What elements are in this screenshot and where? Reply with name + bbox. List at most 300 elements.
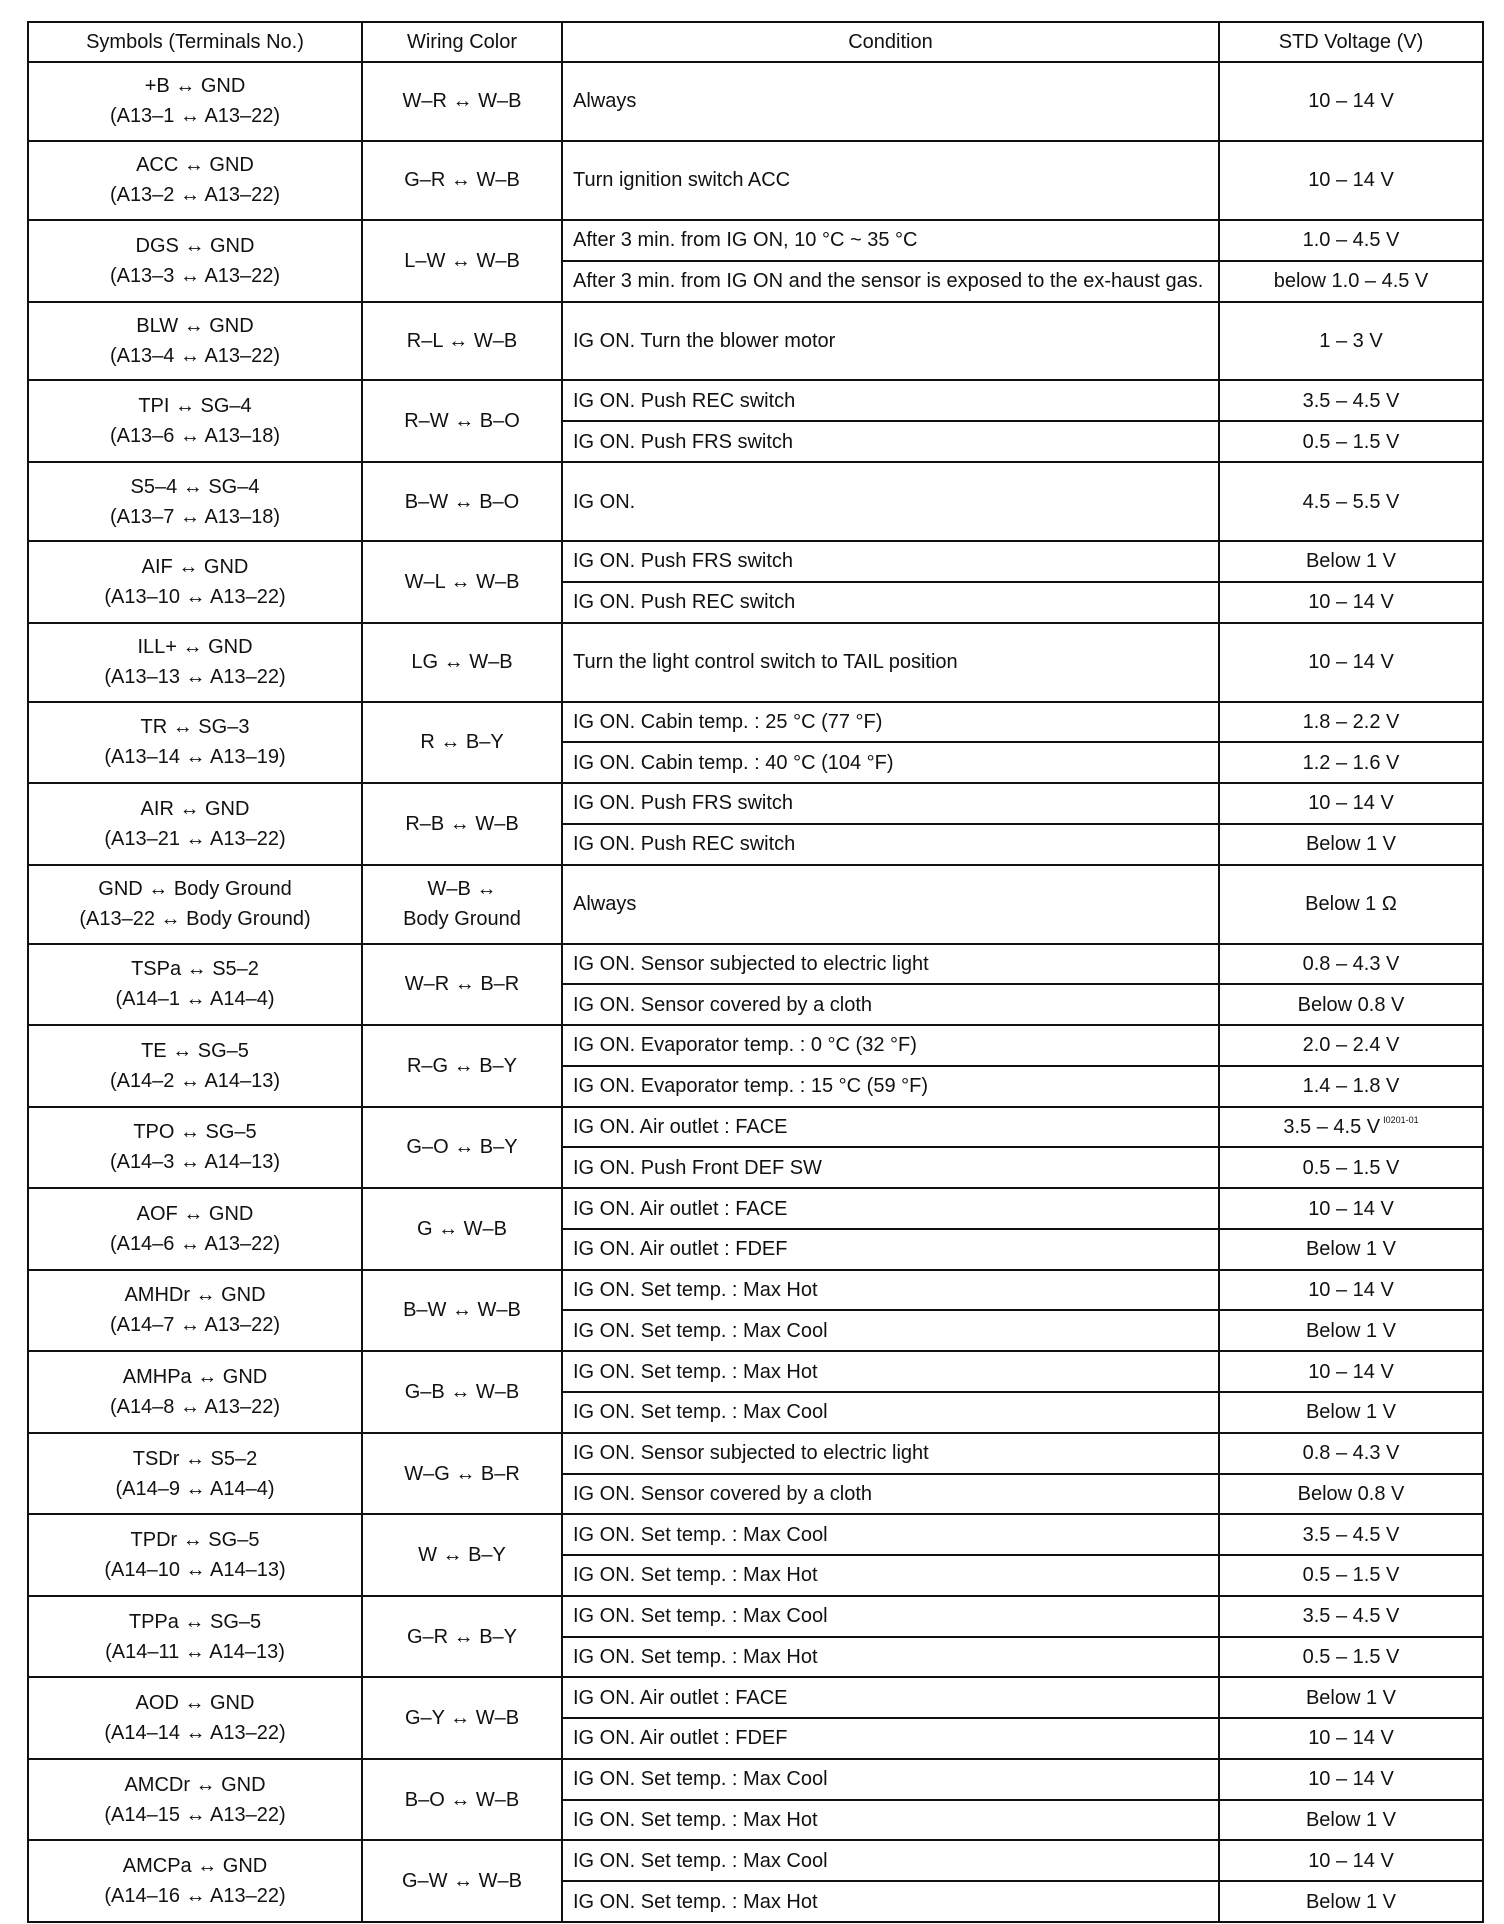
condition-text: Turn ignition switch ACC <box>573 169 791 192</box>
table-body <box>28 62 1483 1922</box>
condition-cell <box>562 1840 1219 1881</box>
symbol-cell <box>28 1025 362 1107</box>
condition-cell <box>562 984 1219 1025</box>
table-row <box>28 302 1483 381</box>
condition-cell <box>562 1147 1219 1188</box>
condition-text: IG ON. Turn the blower motor <box>573 329 836 352</box>
symbol-text: TSDr ↔ S5–2 <box>132 1447 258 1470</box>
condition-text: IG ON. Set temp. : Max Hot <box>573 1809 818 1832</box>
std-voltage-cell <box>1219 1718 1483 1759</box>
table-row <box>28 1596 1483 1637</box>
condition-cell <box>562 783 1219 824</box>
voltage-text: 0.5 – 1.5 V <box>1302 1156 1400 1179</box>
symbol-text: TPI ↔ SG–4 <box>138 395 252 418</box>
symbol-text: AOF ↔ GND <box>136 1202 254 1225</box>
std-voltage-cell <box>1219 1188 1483 1229</box>
terminal-numbers: (A14–3 ↔ A14–13) <box>109 1151 281 1174</box>
voltage-text: 10 – 14 V <box>1308 1197 1394 1220</box>
condition-text: IG ON. Air outlet : FDEF <box>573 1238 788 1261</box>
wiring-color-text: R–L ↔ W–B <box>406 329 518 352</box>
voltage-text: 10 – 14 V <box>1308 1279 1394 1302</box>
table-row <box>28 1107 1483 1148</box>
voltage-text: Below 0.8 V <box>1297 993 1405 1016</box>
condition-cell <box>562 1066 1219 1107</box>
wiring-color-cell <box>362 1677 562 1759</box>
symbol-cell <box>28 302 362 381</box>
terminal-numbers: (A14–7 ↔ A13–22) <box>109 1314 281 1337</box>
wiring-color-text: B–O ↔ W–B <box>404 1788 520 1811</box>
table-row <box>28 462 1483 541</box>
std-voltage-cell <box>1219 421 1483 462</box>
table-row <box>28 220 1483 261</box>
symbol-text: DGS ↔ GND <box>135 234 255 257</box>
wiring-color-text: G–W ↔ W–B <box>401 1870 522 1893</box>
condition-text: IG ON. Set temp. : Max Hot <box>573 1279 818 1302</box>
voltage-text: 0.8 – 4.3 V <box>1302 952 1400 975</box>
condition-text: IG ON. Push FRS switch <box>573 430 794 453</box>
std-voltage-cell <box>1219 302 1483 381</box>
voltage-text: 3.5 – 4.5 V <box>1302 1605 1400 1628</box>
std-voltage-cell <box>1219 1025 1483 1066</box>
symbol-cell <box>28 944 362 1026</box>
voltage-text: 10 – 14 V <box>1308 1727 1394 1750</box>
condition-text: IG ON. <box>573 490 636 513</box>
condition-text: IG ON. Push REC switch <box>573 833 796 856</box>
table-row <box>28 141 1483 220</box>
std-voltage-cell <box>1219 1474 1483 1515</box>
condition-cell <box>562 1555 1219 1596</box>
symbol-text: ILL+ ↔ GND <box>137 636 253 659</box>
std-voltage-cell <box>1219 1637 1483 1678</box>
wiring-color-cell <box>362 1025 562 1107</box>
terminal-voltage-sheet <box>27 21 1482 1923</box>
voltage-text: 0.5 – 1.5 V <box>1302 430 1400 453</box>
condition-text: IG ON. Set temp. : Max Hot <box>573 1360 818 1383</box>
terminal-numbers: (A13–21 ↔ A13–22) <box>104 827 286 850</box>
condition-text: IG ON. Evaporator temp. : 0 °C (32 °F) <box>573 1034 917 1057</box>
symbol-text: ACC ↔ GND <box>136 154 254 177</box>
terminal-numbers: (A14–11 ↔ A14–13) <box>105 1640 285 1663</box>
voltage-text: 4.5 – 5.5 V <box>1302 490 1400 513</box>
wiring-color-text: G–B ↔ W–B <box>404 1380 520 1403</box>
wiring-color-text: R–W ↔ B–O <box>404 410 520 433</box>
condition-cell <box>562 742 1219 783</box>
table-row <box>28 62 1483 141</box>
symbol-cell <box>28 462 362 541</box>
wiring-color-cell <box>362 1759 562 1841</box>
condition-text: IG ON. Sensor subjected to electric light <box>573 952 929 975</box>
std-voltage-cell <box>1219 944 1483 985</box>
table-header-row <box>28 22 1483 62</box>
wiring-color-cell <box>362 541 562 623</box>
wiring-color-cell <box>362 1188 562 1270</box>
table-row <box>28 1677 1483 1718</box>
condition-cell <box>562 141 1219 220</box>
condition-cell <box>562 1351 1219 1392</box>
wiring-color-text: W–G ↔ B–R <box>404 1462 520 1485</box>
wiring-color-text: L–W ↔ W–B <box>404 249 520 272</box>
condition-cell <box>562 1392 1219 1433</box>
terminal-numbers: (A13–6 ↔ A13–18) <box>109 425 281 448</box>
symbol-cell <box>28 220 362 302</box>
std-voltage-cell <box>1219 1881 1483 1922</box>
symbol-cell <box>28 702 362 784</box>
std-voltage-cell <box>1219 62 1483 141</box>
symbol-cell <box>28 1840 362 1922</box>
symbol-text: +B ↔ GND <box>144 75 246 98</box>
voltage-text: 10 – 14 V <box>1308 90 1394 113</box>
symbol-text: TPO ↔ SG–5 <box>133 1121 257 1144</box>
wiring-color-cell <box>362 380 562 462</box>
voltage-text: 3.5 – 4.5 V <box>1302 389 1400 412</box>
voltage-text: Below 1 V <box>1305 1890 1397 1913</box>
table-row <box>28 702 1483 743</box>
voltage-text: 0.5 – 1.5 V <box>1302 1564 1400 1587</box>
condition-cell <box>562 582 1219 623</box>
wiring-color-text: R–G ↔ B–Y <box>406 1054 518 1077</box>
terminal-numbers: (A13–4 ↔ A13–22) <box>109 344 281 367</box>
terminal-numbers: (A13–14 ↔ A13–19) <box>104 746 286 769</box>
condition-text: IG ON. Set temp. : Max Cool <box>573 1319 828 1342</box>
wiring-color-cell <box>362 1514 562 1596</box>
voltage-text: Below 1 V <box>1305 1238 1397 1261</box>
symbol-cell <box>28 1188 362 1270</box>
std-voltage-cell <box>1219 824 1483 865</box>
condition-text: IG ON. Cabin temp. : 25 °C (77 °F) <box>573 710 883 733</box>
condition-cell <box>562 1718 1219 1759</box>
footnote-mark: I0201-01 <box>1383 1115 1419 1125</box>
condition-cell <box>562 220 1219 261</box>
wiring-color-text: G–Y ↔ W–B <box>404 1707 520 1730</box>
symbol-cell <box>28 62 362 141</box>
terminal-numbers: (A13–2 ↔ A13–22) <box>109 184 281 207</box>
condition-cell <box>562 1025 1219 1066</box>
std-voltage-cell <box>1219 1840 1483 1881</box>
std-voltage-cell <box>1219 541 1483 582</box>
condition-text: IG ON. Push Front DEF SW <box>573 1156 822 1179</box>
condition-cell <box>562 1637 1219 1678</box>
terminal-numbers: (A13–13 ↔ A13–22) <box>104 666 286 689</box>
condition-cell <box>562 1596 1219 1637</box>
wiring-color-text: B–W ↔ W–B <box>403 1299 521 1322</box>
condition-text: IG ON. Cabin temp. : 40 °C (104 °F) <box>573 751 894 774</box>
table-row <box>28 1351 1483 1392</box>
symbol-text: BLW ↔ GND <box>136 314 254 337</box>
std-voltage-cell <box>1219 1310 1483 1351</box>
std-voltage-cell <box>1219 220 1483 261</box>
symbol-cell <box>28 1596 362 1678</box>
terminal-voltage-table <box>27 21 1484 1923</box>
terminal-numbers: (A14–8 ↔ A13–22) <box>109 1395 281 1418</box>
condition-text: IG ON. Set temp. : Max Hot <box>573 1564 818 1587</box>
voltage-text: Below 1 Ω <box>1305 893 1397 916</box>
voltage-text: 10 – 14 V <box>1308 1849 1394 1872</box>
terminal-numbers: (A14–10 ↔ A14–13) <box>104 1559 286 1582</box>
wiring-color-text: W–R ↔ B–R <box>404 973 520 996</box>
symbol-text: AMCPa ↔ GND <box>122 1855 268 1878</box>
header-condition: Condition <box>562 22 1219 62</box>
condition-text: After 3 min. from IG ON and the sensor is exposed to the ex-haust gas. <box>573 270 1204 293</box>
std-voltage-cell <box>1219 1392 1483 1433</box>
condition-text: IG ON. Air outlet : FACE <box>573 1116 788 1138</box>
std-voltage-cell <box>1219 742 1483 783</box>
wiring-color-text: W–B ↔ <box>427 878 497 901</box>
voltage-text: 10 – 14 V <box>1308 792 1394 815</box>
wiring-color-text: G–O ↔ B–Y <box>406 1136 518 1159</box>
wiring-color-text: B–W ↔ B–O <box>404 490 520 513</box>
voltage-text: 1.8 – 2.2 V <box>1302 710 1400 733</box>
symbol-cell <box>28 1351 362 1433</box>
voltage-text: 1.4 – 1.8 V <box>1302 1075 1400 1098</box>
condition-text: IG ON. Evaporator temp. : 15 °C (59 °F) <box>573 1075 928 1098</box>
terminal-numbers: (A14–16 ↔ A13–22) <box>104 1885 286 1908</box>
condition-cell <box>562 1759 1219 1800</box>
table-row <box>28 944 1483 985</box>
std-voltage-cell <box>1219 380 1483 421</box>
condition-text: Turn the light control switch to TAIL position <box>573 651 958 674</box>
std-voltage-cell <box>1219 1514 1483 1555</box>
table-row <box>28 865 1483 944</box>
std-voltage-cell <box>1219 1351 1483 1392</box>
condition-cell <box>562 1677 1219 1718</box>
condition-cell <box>562 261 1219 302</box>
terminal-numbers: (A14–15 ↔ A13–22) <box>104 1803 286 1826</box>
condition-text: IG ON. Set temp. : Max Cool <box>573 1605 828 1628</box>
std-voltage-cell <box>1219 462 1483 541</box>
std-voltage-cell <box>1219 984 1483 1025</box>
condition-text: IG ON. Set temp. : Max Cool <box>573 1849 828 1872</box>
terminal-numbers: (A14–14 ↔ A13–22) <box>104 1722 286 1745</box>
voltage-text: 10 – 14 V <box>1308 1768 1394 1791</box>
wiring-color-cell <box>362 462 562 541</box>
symbol-cell <box>28 865 362 944</box>
std-voltage-cell <box>1219 1066 1483 1107</box>
std-voltage-cell <box>1219 1677 1483 1718</box>
table-row <box>28 783 1483 824</box>
condition-text: IG ON. Set temp. : Max Hot <box>573 1890 818 1913</box>
condition-cell <box>562 1310 1219 1351</box>
condition-cell <box>562 824 1219 865</box>
condition-text: IG ON. Set temp. : Max Cool <box>573 1768 828 1791</box>
voltage-text: Below 1 V <box>1305 1809 1397 1832</box>
condition-text: IG ON. Push REC switch <box>573 389 796 412</box>
wiring-color-text: W–L ↔ W–B <box>404 570 520 593</box>
symbol-cell <box>28 783 362 865</box>
symbol-text: GND ↔ Body Ground <box>98 878 292 901</box>
wiring-color-text: G–R ↔ B–Y <box>406 1625 518 1648</box>
std-voltage-cell <box>1219 1800 1483 1841</box>
terminal-numbers: (A13–10 ↔ A13–22) <box>104 585 286 608</box>
wiring-color-cell <box>362 1270 562 1352</box>
condition-cell <box>562 302 1219 381</box>
symbol-text: TSPa ↔ S5–2 <box>131 958 259 981</box>
terminal-numbers: (A14–9 ↔ A14–4) <box>115 1477 275 1500</box>
symbol-text: AMHDr ↔ GND <box>124 1284 266 1307</box>
symbol-text: TPDr ↔ SG–5 <box>130 1529 260 1552</box>
condition-cell <box>562 1229 1219 1270</box>
voltage-text: 10 – 14 V <box>1308 591 1394 614</box>
wiring-color-cell <box>362 1433 562 1515</box>
wiring-color-text: R ↔ B–Y <box>420 731 504 754</box>
header-wiring-color: Wiring Color <box>362 22 562 62</box>
wiring-color-text: W ↔ B–Y <box>418 1544 506 1567</box>
condition-text: IG ON. Push FRS switch <box>573 792 794 815</box>
condition-cell <box>562 1270 1219 1311</box>
wiring-color-cell <box>362 783 562 865</box>
symbol-text: AIF ↔ GND <box>141 555 249 578</box>
voltage-text: Below 1 V <box>1305 1401 1397 1424</box>
table-row <box>28 1025 1483 1066</box>
terminal-numbers: (A14–1 ↔ A14–4) <box>115 988 275 1011</box>
wiring-color-cell <box>362 865 562 944</box>
table-row <box>28 1759 1483 1800</box>
terminal-numbers: (A13–22 ↔ Body Ground) <box>79 908 311 931</box>
voltage-text: Below 1 V <box>1305 833 1397 856</box>
header-std-voltage: STD Voltage (V) <box>1219 22 1483 62</box>
wiring-color-cell <box>362 62 562 141</box>
table-row <box>28 541 1483 582</box>
symbol-text: AOD ↔ GND <box>135 1692 255 1715</box>
symbol-text: AIR ↔ GND <box>140 797 250 820</box>
table-row <box>28 1270 1483 1311</box>
voltage-text: Below 1 V <box>1305 550 1397 573</box>
condition-cell <box>562 1474 1219 1515</box>
std-voltage-cell <box>1219 1270 1483 1311</box>
wiring-color-text: LG ↔ W–B <box>411 651 513 674</box>
voltage-text: 3.5 – 4.5 V <box>1283 1116 1381 1138</box>
condition-text: Always <box>573 90 637 113</box>
condition-cell <box>562 380 1219 421</box>
wiring-color-cell <box>362 702 562 784</box>
voltage-text: 10 – 14 V <box>1308 169 1394 192</box>
voltage-text: Below 0.8 V <box>1297 1482 1405 1505</box>
condition-text: IG ON. Sensor subjected to electric light <box>573 1442 929 1465</box>
condition-cell <box>562 1433 1219 1474</box>
condition-cell <box>562 1800 1219 1841</box>
std-voltage-cell <box>1219 1229 1483 1270</box>
wiring-color-text: G–R ↔ W–B <box>404 169 520 192</box>
wiring-color-text: G ↔ W–B <box>416 1217 507 1240</box>
std-voltage-cell <box>1219 261 1483 302</box>
symbol-text: S5–4 ↔ SG–4 <box>130 475 260 498</box>
condition-text: Always <box>573 893 637 916</box>
symbol-text: TPPa ↔ SG–5 <box>128 1610 262 1633</box>
voltage-text: 10 – 14 V <box>1308 651 1394 674</box>
condition-cell <box>562 421 1219 462</box>
terminal-numbers: (A14–6 ↔ A13–22) <box>109 1232 281 1255</box>
condition-text: After 3 min. from IG ON, 10 °C ~ 35 °C <box>573 229 918 252</box>
condition-text: IG ON. Set temp. : Max Cool <box>573 1401 828 1424</box>
terminal-numbers: (A13–1 ↔ A13–22) <box>109 105 281 128</box>
symbol-cell <box>28 541 362 623</box>
condition-text: IG ON. Sensor covered by a cloth <box>573 993 873 1016</box>
wiring-color-cell <box>362 1351 562 1433</box>
condition-text: IG ON. Air outlet : FACE <box>573 1686 788 1709</box>
condition-cell <box>562 944 1219 985</box>
condition-text: IG ON. Push REC switch <box>573 591 796 614</box>
voltage-text: 2.0 – 2.4 V <box>1302 1034 1400 1057</box>
condition-cell <box>562 1188 1219 1229</box>
table-row <box>28 1840 1483 1881</box>
std-voltage-cell <box>1219 1555 1483 1596</box>
voltage-text: 3.5 – 4.5 V <box>1302 1523 1400 1546</box>
condition-cell <box>562 1514 1219 1555</box>
symbol-cell <box>28 380 362 462</box>
symbol-cell <box>28 1270 362 1352</box>
symbol-cell <box>28 1677 362 1759</box>
wiring-color-cell <box>362 302 562 381</box>
terminal-numbers: (A14–2 ↔ A14–13) <box>109 1069 281 1092</box>
std-voltage-cell <box>1219 141 1483 220</box>
voltage-text: 10 – 14 V <box>1308 1360 1394 1383</box>
std-voltage-cell <box>1219 1107 1483 1148</box>
std-voltage-cell <box>1219 702 1483 743</box>
voltage-text: 1 – 3 V <box>1319 329 1383 352</box>
std-voltage-cell <box>1219 1433 1483 1474</box>
wiring-color-text: Body Ground <box>403 908 521 931</box>
table-row <box>28 1433 1483 1474</box>
std-voltage-cell <box>1219 582 1483 623</box>
condition-text: IG ON. Sensor covered by a cloth <box>573 1482 873 1505</box>
std-voltage-cell <box>1219 865 1483 944</box>
symbol-text: AMCDr ↔ GND <box>124 1773 266 1796</box>
symbol-cell <box>28 1514 362 1596</box>
header-symbols: Symbols (Terminals No.) <box>28 22 362 62</box>
voltage-text: 0.5 – 1.5 V <box>1302 1645 1400 1668</box>
condition-cell <box>562 462 1219 541</box>
condition-text: IG ON. Push FRS switch <box>573 550 794 573</box>
voltage-text: 1.0 – 4.5 V <box>1302 229 1400 252</box>
condition-text: IG ON. Air outlet : FACE <box>573 1197 788 1220</box>
condition-cell <box>562 1881 1219 1922</box>
wiring-color-text: R–B ↔ W–B <box>405 812 519 835</box>
terminal-numbers: (A13–7 ↔ A13–18) <box>109 505 281 528</box>
voltage-text: 0.8 – 4.3 V <box>1302 1442 1400 1465</box>
condition-cell <box>562 623 1219 702</box>
table-row <box>28 1188 1483 1229</box>
symbol-text: AMHPa ↔ GND <box>122 1365 268 1388</box>
wiring-color-text: W–R ↔ W–B <box>402 90 522 113</box>
wiring-color-cell <box>362 623 562 702</box>
wiring-color-cell <box>362 220 562 302</box>
symbol-cell <box>28 141 362 220</box>
table-row <box>28 623 1483 702</box>
condition-cell <box>562 1107 1219 1148</box>
condition-text: IG ON. Set temp. : Max Hot <box>573 1645 818 1668</box>
voltage-text: Below 1 V <box>1305 1319 1397 1342</box>
terminal-numbers: (A13–3 ↔ A13–22) <box>109 264 281 287</box>
symbol-cell <box>28 623 362 702</box>
condition-text: IG ON. Set temp. : Max Cool <box>573 1523 828 1546</box>
std-voltage-cell <box>1219 783 1483 824</box>
voltage-text: 1.2 – 1.6 V <box>1302 751 1400 774</box>
table-row <box>28 380 1483 421</box>
condition-cell <box>562 62 1219 141</box>
std-voltage-cell <box>1219 623 1483 702</box>
std-voltage-cell <box>1219 1147 1483 1188</box>
symbol-text: TR ↔ SG–3 <box>140 716 250 739</box>
std-voltage-cell <box>1219 1596 1483 1637</box>
condition-cell <box>562 865 1219 944</box>
condition-cell <box>562 541 1219 582</box>
voltage-text: below 1.0 – 4.5 V <box>1273 270 1429 293</box>
wiring-color-cell <box>362 944 562 1026</box>
symbol-cell <box>28 1759 362 1841</box>
wiring-color-cell <box>362 1840 562 1922</box>
symbol-text: TE ↔ SG–5 <box>141 1039 249 1062</box>
symbol-cell <box>28 1107 362 1189</box>
std-voltage-cell <box>1219 1759 1483 1800</box>
